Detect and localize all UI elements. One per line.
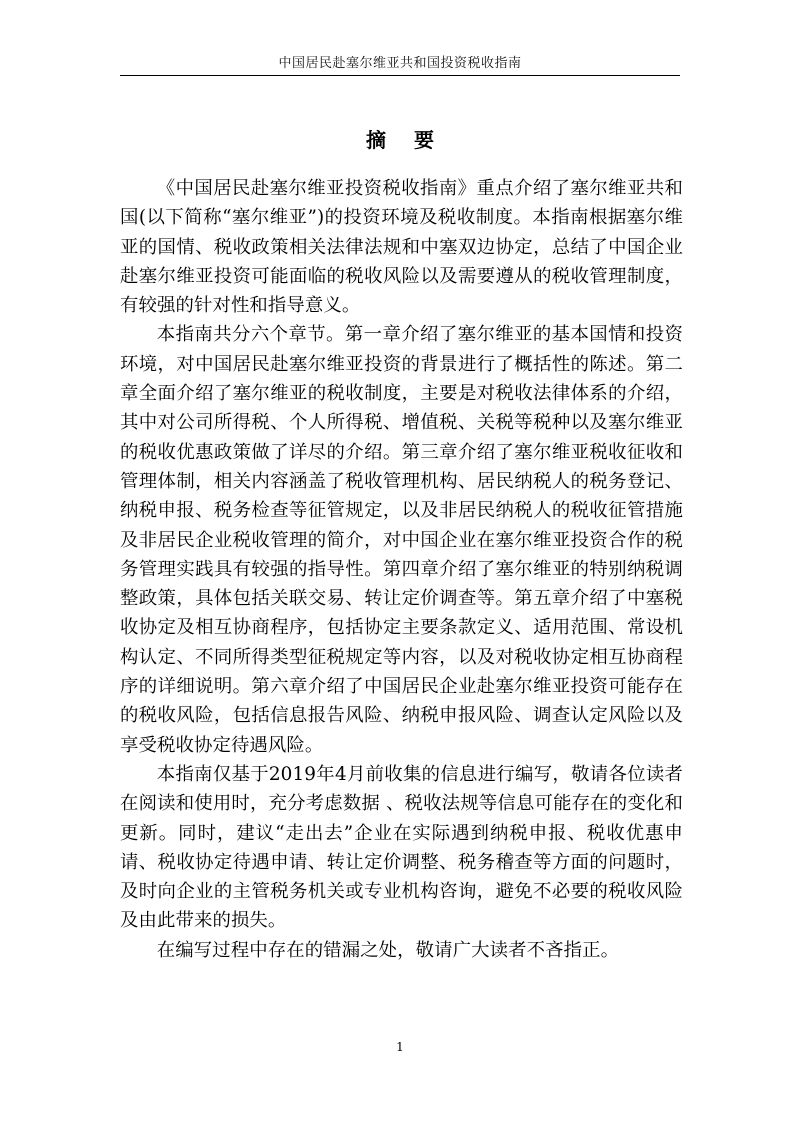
abstract-title: 摘要 [366, 128, 462, 152]
paragraph-disclaimer: 本指南仅基于2019年4月前收集的信息进行编写，敬请各位读者在阅读和使用时，充分考虑数据 、税收法规等信息可能存在的变化和更新。同时，建议“走出去”企业在实际遇到纳税申报、税收优惠申请、税收协定待遇申请、转让定价调整、税务稽查等方面的问题时，及时向企业的主管税务机关或专业机构咨询，避免不必要的税收风险及由此带来的损失。 [120, 763, 683, 932]
paragraph-introduction: 《中国居民赴塞尔维亚投资税收指南》重点介绍了塞尔维亚共和国(以下简称“塞尔维亚”)的投资环境及税收制度。本指南根据塞尔维亚的国情、税收政策相关法律法规和中塞双边协定，总结了中国企业赴塞尔维亚投资可能面临的税收风险以及需要遵从的税收管理制度，有较强的针对性和指导意义。 [120, 178, 683, 317]
running-header: 中国居民赴塞尔维亚共和国投资税收指南 [278, 56, 522, 71]
paragraph-closing: 在编写过程中存在的错漏之处，敬请广大读者不吝指正。 [156, 939, 620, 961]
header-rule [120, 75, 680, 76]
abstract-body [120, 174, 683, 965]
page-number: 1 [396, 1040, 404, 1054]
paragraph-chapter-overview: 本指南共分六个章节。第一章介绍了塞尔维亚的基本国情和投资环境，对中国居民赴塞尔维亚投资的背景进行了概括性的陈述。第二章全面介绍了塞尔维亚的税收制度，主要是对税收法律体系的介绍，其中对公司所得税、个人所得税、增值税、关税等税种以及塞尔维亚的税收优惠政策做了详尽的介绍。第三章介绍了塞尔维亚税收征收和管理体制，相关内容涵盖了税收管理机构、居民纳税人的税务登记、纳税申报、税务检查等征管规定，以及非居民纳税人的税收征管措施及非居民企业税收管理的简介，对中国企业在塞尔维亚投资合作的税务管理实践具有较强的指导性。第四章介绍了塞尔维亚的特别纳税调整政策，具体包括关联交易、转让定价调查等。第五章介绍了中塞税收协定及相互协商程序，包括协定主要条款定义、适用范围、常设机构认定、不同所得类型征税规定等内容，以及对税收协定相互协商程序的详细说明。第六章介绍了中国居民企业赴塞尔维亚投资可能存在的税收风险，包括信息报告风险、纳税申报风险、调查认定风险以及享受税收协定待遇风险。 [120, 324, 683, 756]
